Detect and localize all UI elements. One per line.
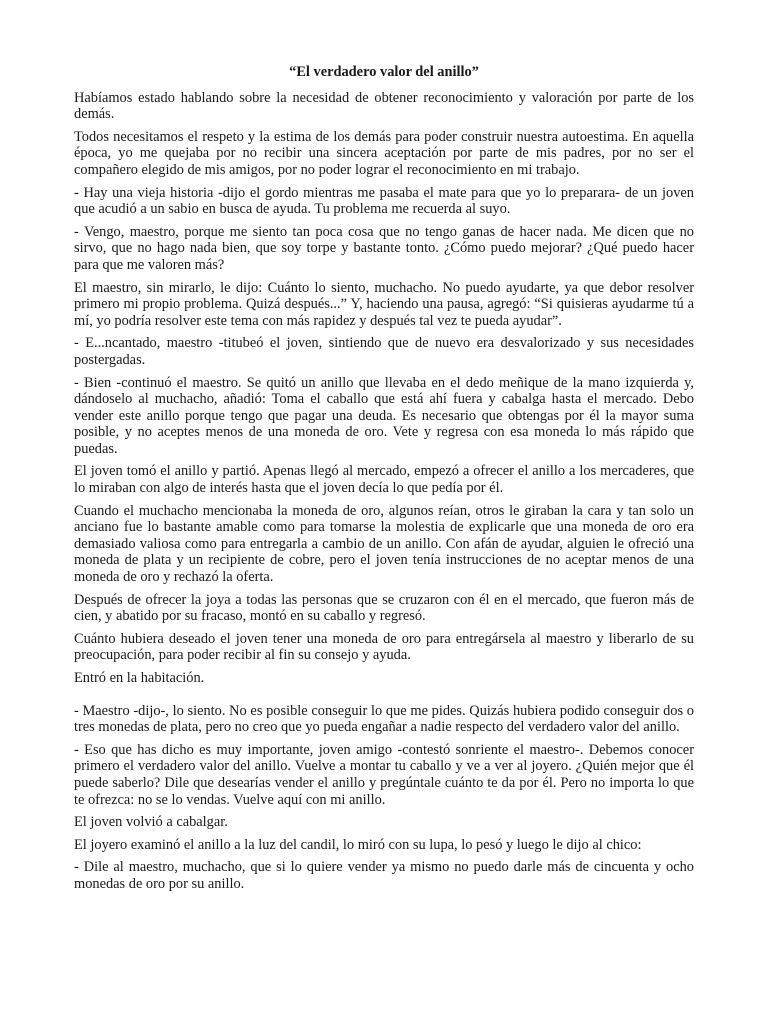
paragraph: - Hay una vieja historia -dijo el gordo mientras me pasaba el mate para que yo lo preparara- de un joven que acudió a un sabio en busca de ayuda. Tu problema me recuerda al suyo. xyxy=(74,184,694,218)
paragraph: - Vengo, maestro, porque me siento tan poca cosa que no tengo ganas de hacer nada. Me dicen que no sirvo, que no hago nada bien, que soy torpe y bastante tonto. ¿Cómo puedo mejorar? ¿Qué puedo hacer para que me valoren más? xyxy=(74,223,694,273)
paragraph: - Eso que has dicho es muy importante, joven amigo -contestó sonriente el maestro-. Debemos conocer primero el verdadero valor del anillo. Vuelve a montar tu caballo y ve a ver al joyero. ¿Quién mejor que él puede saberlo? Dile que desearías vender el anillo y pregúntale cuánto te da por él. Pero no importa lo que te ofrezca: no se lo vendas. Vuelve aquí con mi anillo. xyxy=(74,741,694,808)
paragraph: - Maestro -dijo-, lo siento. No es posible conseguir lo que me pides. Quizás hubiera podido conseguir dos o tres monedas de plata, pero no creo que yo pueda engañar a nadie respecto del verdadero valor del anillo. xyxy=(74,702,694,736)
paragraph: - E...ncantado, maestro -titubeó el joven, sintiendo que de nuevo era desvalorizado y sus necesidades postergadas. xyxy=(74,335,694,368)
paragraph: El joven volvió a cabalgar. xyxy=(74,814,228,831)
paragraph: Después de ofrecer la joya a todas las personas que se cruzaron con él en el mercado, que fueron más de cien, y abatido por su fracaso, montó en su caballo y regresó. xyxy=(74,591,694,625)
document-page xyxy=(74,64,694,899)
paragraph: Cuánto hubiera deseado el joven tener una moneda de oro para entregársela al maestro y liberarlo de su preocupación, para poder recibir al fin su consejo y ayuda. xyxy=(74,630,694,664)
paragraph: Todos necesitamos el respeto y la estima de los demás para poder construir nuestra autoestima. En aquella época, yo me quejaba por no recibir una sincera aceptación por parte de mis padres, por no ser el compañero elegido de mis amigos, por no poder lograr el reconocimiento en mi trabajo. xyxy=(74,128,694,178)
paragraph: El joven tomó el anillo y partió. Apenas llegó al mercado, empezó a ofrecer el anillo a los mercaderes, que lo miraban con algo de interés hasta que el joven decía lo que pedía por él. xyxy=(74,463,694,497)
paragraph: El joyero examinó el anillo a la luz del candil, lo miró con su lupa, lo pesó y luego le dijo al chico: xyxy=(74,836,642,853)
paragraph: Cuando el muchacho mencionaba la moneda de oro, algunos reían, otros le giraban la cara y tan solo un anciano fue lo bastante amable como para tomarse la molestia de explicarle que una moneda de oro era demasiado valiosa como para entregarla a cambio de un anillo. Con afán de ayudar, alguien le ofreció una moneda de plata y un recipiente de cobre, pero el joven tenía instrucciones de no aceptar menos de una moneda de oro y rechazó la oferta. xyxy=(74,502,694,586)
paragraph: Entró en la habitación. xyxy=(74,670,205,686)
document-title: “El verdadero valor del anillo” xyxy=(289,64,479,80)
paragraph: Habíamos estado hablando sobre la necesidad de obtener reconocimiento y valoración por parte de los demás. xyxy=(74,89,694,123)
paragraph: El maestro, sin mirarlo, le dijo: Cuánto lo siento, muchacho. No puedo ayudarte, ya que debor resolver primero mi propio problema. Quizá después...” Y, haciendo una pausa, agregó: “Si quisieras ayudarme tú a mí, yo podría resolver este tema con más rapidez y después tal vez te pueda ayudar”. xyxy=(74,279,694,329)
paragraph: - Dile al maestro, muchacho, que si lo quiere vender ya mismo no puedo darle más de cincuenta y ocho monedas de oro por su anillo. xyxy=(74,859,694,892)
paragraph: - Bien -continuó el maestro. Se quitó un anillo que llevaba en el dedo meñique de la mano izquierda y, dándoselo al muchacho, añadió: Toma el caballo que está ahí fuera y cabalga hasta el mercado. Debo vender este anillo porque tengo que pagar una deuda. Es necesario que obtengas por él la mayor suma posible, y no aceptes menos de una moneda de oro. Vete y regresa con esa moneda lo más rápido que puedas. xyxy=(74,374,694,457)
